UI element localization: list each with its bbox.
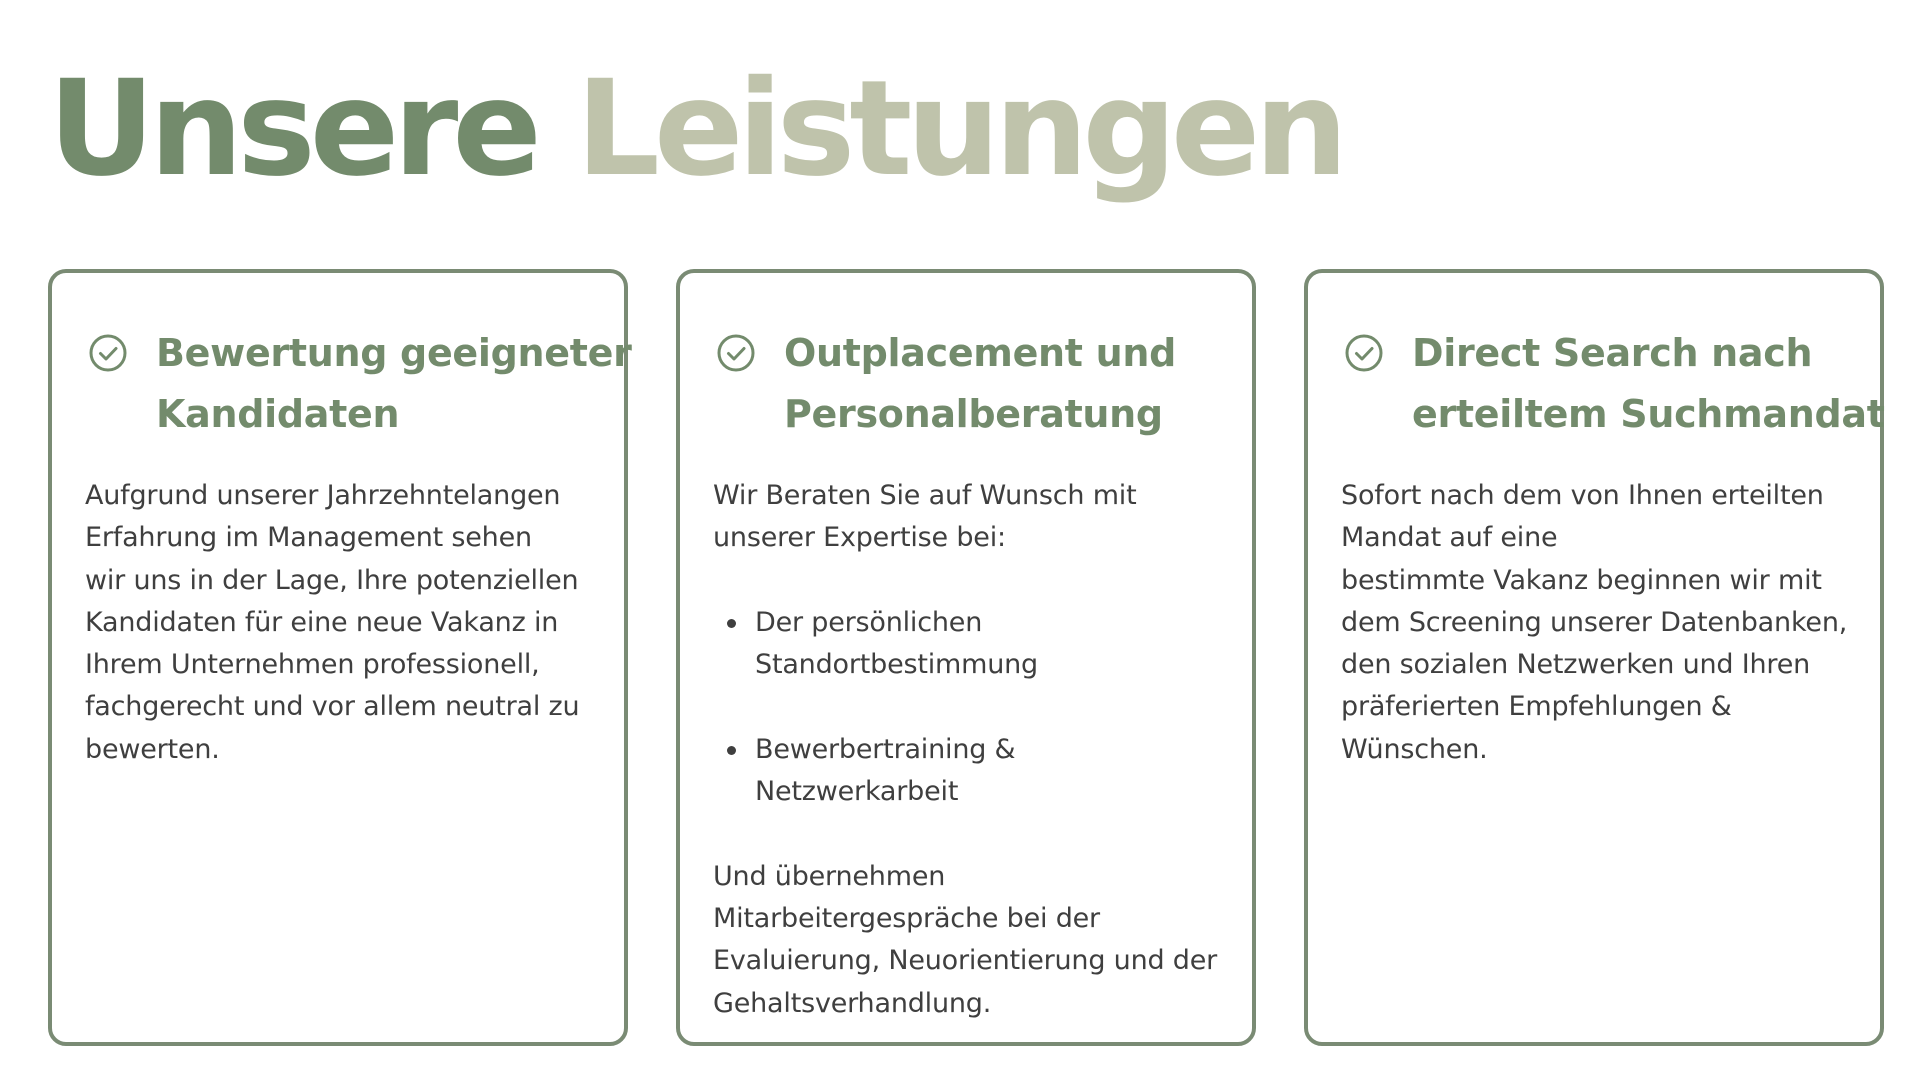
list-item-line: Der persönlichen [755, 606, 983, 638]
body-line: Aufgrund unserer Jahrzehntelangen [85, 480, 561, 511]
body-line: bestimmte Vakanz beginnen wir mit [1341, 564, 1822, 596]
paragraph-gap [713, 813, 1236, 855]
body-line: Erfahrung im Management sehen [85, 522, 532, 554]
page-title [48, 54, 1342, 204]
card-title-line: Kandidaten [156, 392, 400, 436]
list-item-line: Standortbestimmung [755, 649, 1038, 681]
body-line: Sofort nach dem von Ihnen erteilten [1341, 480, 1824, 511]
card-description [713, 475, 1236, 1025]
body-line: unserer Expertise bei: [713, 522, 1006, 554]
body-line: dem Screening unserer Datenbanken, [1341, 606, 1848, 638]
card-title [156, 323, 632, 445]
check-circle-icon [1344, 333, 1384, 373]
card-title-line: Outplacement und [784, 331, 1177, 375]
paragraph-gap [713, 560, 1236, 602]
list-item-line: Bewerbertraining & [755, 733, 1016, 765]
body-line: Mitarbeitergespräche bei der [713, 902, 1100, 934]
list-item-line: Netzwerkarbeit [755, 776, 959, 808]
bullet-icon [727, 619, 736, 628]
card-title-line: Personalberatung [784, 392, 1163, 436]
bullet-icon [727, 746, 736, 755]
body-line: fachgerecht und vor allem neutral zu [85, 691, 580, 723]
page-title-word-1: Unsere [48, 52, 536, 206]
body-line: Gehaltsverhandlung. [713, 987, 992, 1019]
card-title [784, 323, 1238, 445]
body-line: Kandidaten für eine neue Vakanz in [85, 606, 559, 638]
service-card-bewertung [48, 269, 632, 1046]
service-card-direct-search [1304, 269, 1884, 1046]
body-line: wir uns in der Lage, Ihre potenziellen [85, 564, 579, 596]
card-title [1412, 323, 1885, 445]
check-circle-icon [88, 333, 128, 373]
body-line: Evaluierung, Neuorientierung und der [713, 945, 1218, 977]
body-line: Wünschen. [1341, 733, 1488, 765]
paragraph-gap [713, 686, 1236, 728]
card-description [85, 475, 608, 771]
page-title-word-2: Leistungen [575, 52, 1343, 206]
body-line: bewerten. [85, 733, 220, 765]
body-line: präferierten Empfehlungen & [1341, 691, 1732, 723]
body-line: den sozialen Netzwerken und Ihren [1341, 649, 1811, 681]
service-card-outplacement [676, 269, 1256, 1046]
card-title-line: Direct Search nach [1412, 331, 1813, 375]
body-line: Mandat auf eine [1341, 522, 1558, 554]
list-item [713, 602, 1236, 687]
body-line: Und übernehmen [713, 860, 946, 892]
check-circle-icon [716, 333, 756, 373]
card-description [1341, 475, 1864, 771]
body-line: Ihrem Unternehmen professionell, [85, 649, 540, 681]
card-title-line: Bewertung geeigneter [156, 331, 632, 375]
list-item [713, 729, 1236, 814]
body-line: Wir Beraten Sie auf Wunsch mit [713, 480, 1137, 511]
card-title-line: erteiltem Suchmandat [1412, 392, 1885, 436]
